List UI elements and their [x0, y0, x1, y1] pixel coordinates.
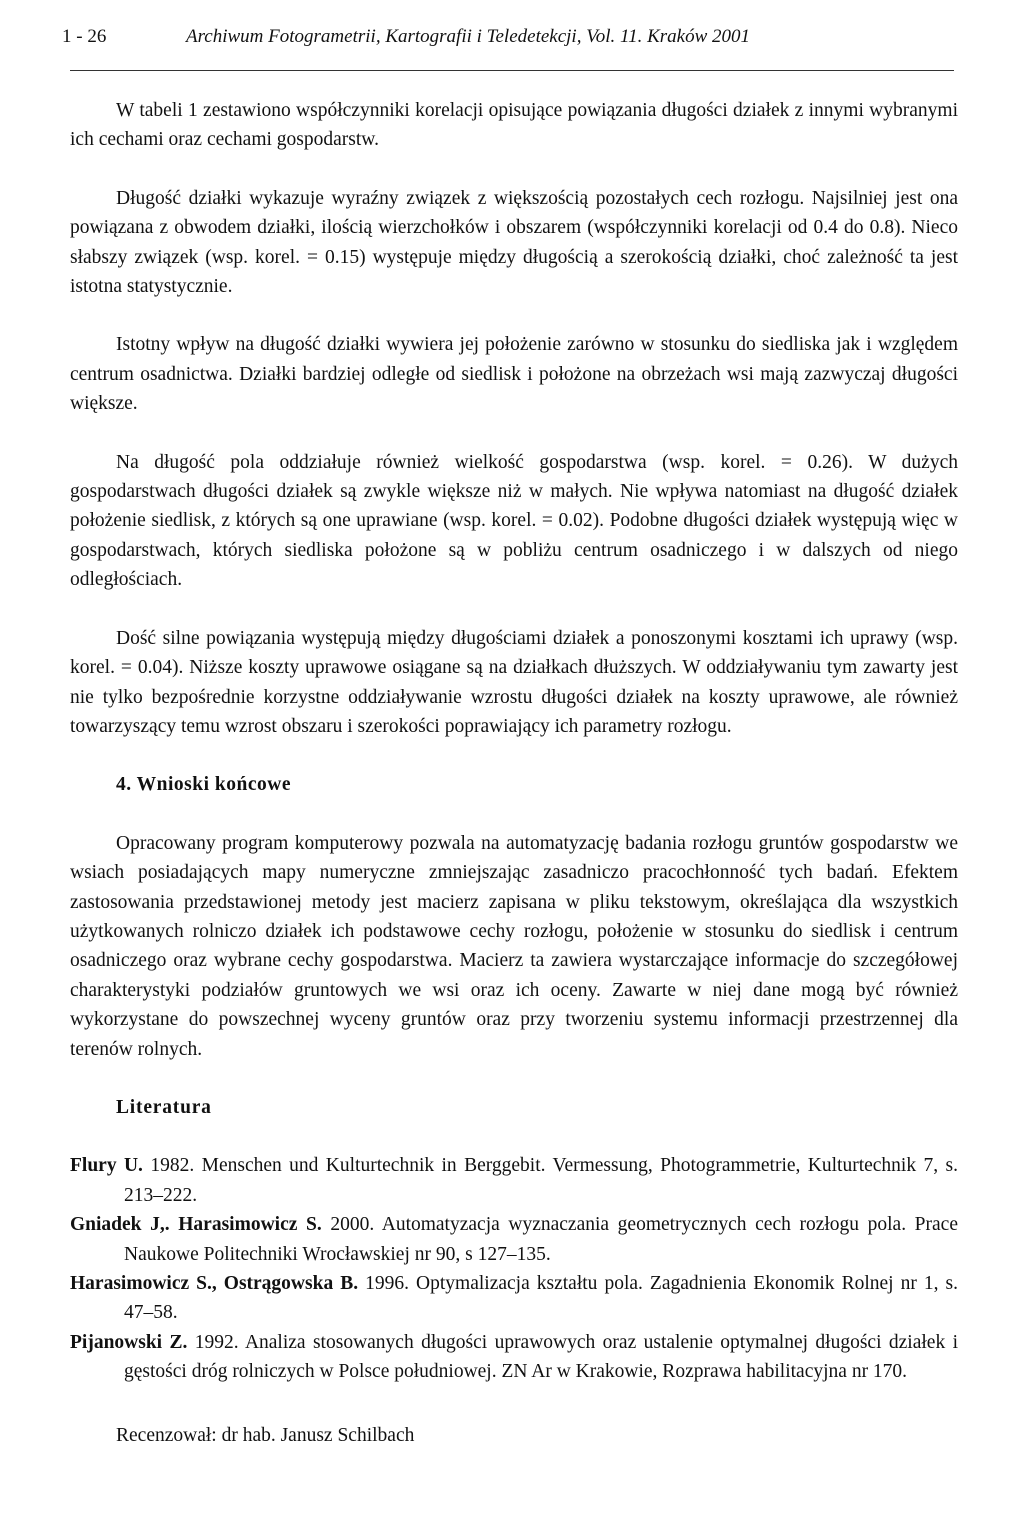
reference-authors: Harasimowicz S., Ostrągowska B. [70, 1273, 359, 1294]
paragraph: Opracowany program komputerowy pozwala na automatyzację badania rozłogu gruntów gospodarstw we wsiach posiadających mapy numeryczne zmniejszając zasadniczo pracochłonność tych badań. Efektem zastosowania przedstawionej metody jest macierz zapisana w pliku tekstowym, określająca dla wszystkich użytkowanych rolniczo działek ich podstawowe cechy rozłogu, położenie w stosunku do siedlisk i centrum osadniczego oraz wybrane cechy gospodarstwa. Macierz ta zawiera wystarczające informacje do szczegółowej charakterystyki podziałów gruntowych we wsi oraz ich oceny. Zawarte w niej dane mogą być również wykorzystane do powszechnej wyceny gruntów oraz przy tworzeniu systemu informacji przestrzennej dla terenów rolnych. [70, 832, 958, 1060]
reference-authors: Gniadek J,. Harasimowicz S. [70, 1214, 322, 1236]
reference-authors: Flury U. [70, 1155, 143, 1177]
reference-item [70, 1269, 958, 1328]
paragraph: Długość działki wykazuje wyraźny związek z większością pozostałych cech rozłogu. Najsilniej jest ona powiązana z obwodem działki, ilością wierzchołków i obszarem (współczynniki korelacji od 0.4 do 0.8). Nieco słabszy związek (wsp. korel. = 0.15) występuje między długością a szerokością działki, choć zależność ta jest istotna statystycznie. [70, 187, 958, 298]
reference-list [70, 1151, 958, 1386]
paragraph: Dość silne powiązania występują między długościami działek a ponoszonymi kosztami ich uprawy (wsp. korel. = 0.04). Niższe koszty uprawowe osiągane są na działkach dłuższych. W oddziaływaniu tym zawarty jest nie tylko bezpośrednie korzystne oddziaływanie wzrostu długości działek na koszty uprawowe, ale również towarzyszący temu wzrost obszaru i szerokości poprawiający ich parametry rozłogu. [70, 627, 958, 737]
reference-text: 1982. Menschen und Kulturtechnik in Berggebit. Vermessung, Photogrammetrie, Kulturtechnik 7, s. 213–222. [124, 1155, 958, 1206]
article-body [70, 96, 958, 1479]
paragraph: Istotny wpływ na długość działki wywiera jej położenie zarówno w stosunku do siedliska jak i względem centrum osadnictwa. Działki bardziej odległe od siedlisk i położone na obrzeżach wsi mają zazwyczaj długości większe. [70, 334, 958, 415]
journal-citation: Archiwum Fotogrametrii, Kartografii i Teledetekcji, Vol. 11. Kraków 2001 [186, 26, 750, 47]
running-header [62, 24, 962, 50]
literature-heading: Literatura [116, 1096, 212, 1118]
reference-text: 2000. Automatyzacja wyznaczania geometrycznych cech rozłogu pola. Prace Naukowe Politechniki Wrocławskiej nr 90, s 127–135. [124, 1214, 958, 1265]
paragraph: W tabeli 1 zestawiono współczynniki korelacji opisujące powiązania długości działek z innymi wybranymi ich cechami oraz cechami gospodarstw. [70, 100, 958, 151]
section-heading: 4. Wnioski końcowe [116, 774, 291, 796]
header-rule [70, 70, 954, 71]
reference-text: 1992. Analiza stosowanych długości uprawowych oraz ustalenie optymalnej długości działek i gęstości dróg rolniczych w Polsce południowej. ZN Ar w Krakowie, Rozprawa habilitacyjna nr 170. [124, 1331, 958, 1383]
reference-item [70, 1210, 958, 1269]
page-number: 1 - 26 [62, 26, 107, 47]
reference-text: 1996. Optymalizacja kształtu pola. Zagadnienia Ekonomik Rolnej nr 1, s. 47–58. [124, 1273, 958, 1324]
reference-item [70, 1328, 958, 1387]
reference-authors: Pijanowski Z. [70, 1331, 188, 1353]
reviewer-note: Recenzował: dr hab. Janusz Schilbach [116, 1424, 415, 1446]
paragraph: Na długość pola oddziałuje również wielkość gospodarstwa (wsp. korel. = 0.26). W dużych gospodarstwach długości działek są zwykle większe niż w małych. Nie wpływa natomiast na długość działek położenie siedlisk, z których są one uprawiane (wsp. korel. = 0.02). Podobne długości działek występują więc w gospodarstwach, których siedliska położone są w pobliżu centrum osadniczego i w dalszych od niego odległościach. [70, 451, 958, 591]
reference-item [70, 1151, 958, 1210]
